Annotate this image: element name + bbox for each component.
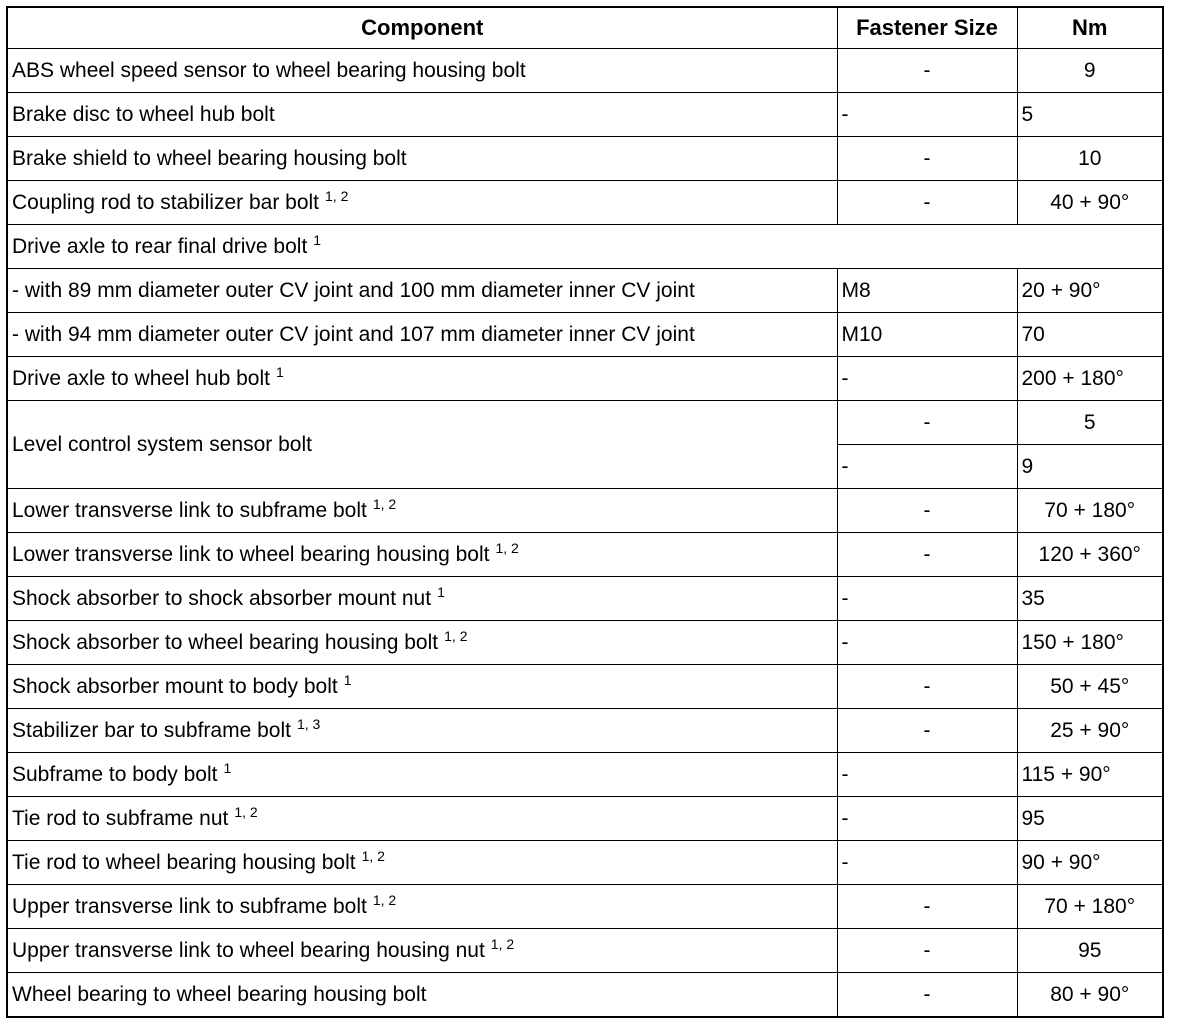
fastener-cell: -	[837, 401, 1017, 445]
footnote-ref: 1, 2	[490, 935, 515, 952]
footnote-ref: 1	[437, 583, 445, 600]
nm-cell: 95	[1017, 929, 1163, 973]
nm-cell: 5	[1017, 93, 1163, 137]
component-text: Drive axle to wheel hub bolt	[12, 366, 270, 390]
component-text: Brake shield to wheel bearing housing bolt	[12, 146, 407, 170]
nm-cell: 90 + 90°	[1017, 841, 1163, 885]
table-row	[7, 137, 1163, 181]
fastener-cell: -	[837, 445, 1017, 489]
component-cell	[7, 401, 837, 489]
nm-cell: 9	[1017, 49, 1163, 93]
nm-cell: 40 + 90°	[1017, 181, 1163, 225]
footnote-ref: 1	[313, 231, 322, 248]
component-text: Wheel bearing to wheel bearing housing bolt	[12, 982, 427, 1006]
table-row	[7, 797, 1163, 841]
group-heading-cell	[7, 225, 1163, 269]
footnote-ref: 1, 2	[325, 187, 349, 204]
fastener-cell: -	[837, 885, 1017, 929]
table-row	[7, 49, 1163, 93]
table-row	[7, 533, 1163, 577]
footnote-ref: 1	[343, 671, 352, 688]
component-cell	[7, 93, 837, 137]
nm-cell: 200 + 180°	[1017, 357, 1163, 401]
component-text: Coupling rod to stabilizer bar bolt	[12, 190, 320, 214]
fastener-cell: -	[837, 357, 1017, 401]
component-cell	[7, 885, 837, 929]
footnote-ref: 1	[275, 363, 284, 380]
component-text: Lower transverse link to subframe bolt	[12, 498, 367, 522]
fastener-cell: M8	[837, 269, 1017, 313]
component-cell	[7, 489, 837, 533]
fastener-cell: -	[837, 577, 1017, 621]
component-cell	[7, 181, 837, 225]
nm-cell: 70	[1017, 313, 1163, 357]
fastener-cell: -	[837, 93, 1017, 137]
fastener-cell: -	[837, 841, 1017, 885]
table-row	[7, 489, 1163, 533]
component-cell	[7, 357, 837, 401]
component-text: Shock absorber to wheel bearing housing bolt	[12, 630, 439, 654]
component-cell	[7, 797, 837, 841]
fastener-cell: -	[837, 797, 1017, 841]
fastener-cell: -	[837, 709, 1017, 753]
header-fastener-size: Fastener Size	[837, 7, 1017, 49]
component-cell	[7, 49, 837, 93]
component-text: Upper transverse link to wheel bearing housing nut	[12, 938, 485, 962]
torque-spec-table	[6, 6, 1164, 1018]
table-row	[7, 357, 1163, 401]
footnote-ref: 1, 2	[495, 539, 519, 556]
component-text: Level control system sensor bolt	[12, 432, 312, 456]
header-nm: Nm	[1017, 7, 1163, 49]
fastener-cell: -	[837, 929, 1017, 973]
header-component: Component	[7, 7, 837, 49]
component-cell	[7, 577, 837, 621]
table-row	[7, 313, 1163, 357]
table-row	[7, 269, 1163, 313]
nm-cell: 25 + 90°	[1017, 709, 1163, 753]
component-text: Drive axle to rear final drive bolt	[12, 234, 308, 258]
component-text: Shock absorber to shock absorber mount nut	[12, 586, 432, 610]
fastener-cell: -	[837, 533, 1017, 577]
nm-cell: 115 + 90°	[1017, 753, 1163, 797]
table-row	[7, 621, 1163, 665]
fastener-cell: -	[837, 49, 1017, 93]
table-row	[7, 929, 1163, 973]
component-cell	[7, 533, 837, 577]
nm-cell: 120 + 360°	[1017, 533, 1163, 577]
table-row	[7, 841, 1163, 885]
table-row	[7, 753, 1163, 797]
nm-cell: 95	[1017, 797, 1163, 841]
component-cell	[7, 137, 837, 181]
component-cell	[7, 709, 837, 753]
nm-cell: 10	[1017, 137, 1163, 181]
component-text: Subframe to body bolt	[12, 762, 218, 786]
component-cell	[7, 973, 837, 1018]
fastener-cell: -	[837, 973, 1017, 1018]
component-cell	[7, 665, 837, 709]
table-row	[7, 665, 1163, 709]
table-row	[7, 93, 1163, 137]
component-text: Stabilizer bar to subframe bolt	[12, 718, 291, 742]
table-row	[7, 885, 1163, 929]
header-row	[7, 7, 1163, 49]
fastener-cell: -	[837, 753, 1017, 797]
nm-cell: 80 + 90°	[1017, 973, 1163, 1018]
component-cell	[7, 753, 837, 797]
component-text: Tie rod to wheel bearing housing bolt	[12, 850, 356, 874]
component-cell	[7, 841, 837, 885]
component-text: Lower transverse link to wheel bearing housing bolt	[12, 542, 490, 566]
nm-cell: 5	[1017, 401, 1163, 445]
table-row	[7, 225, 1163, 269]
component-text: Shock absorber mount to body bolt	[12, 674, 338, 698]
nm-cell: 70 + 180°	[1017, 885, 1163, 929]
component-text: Brake disc to wheel hub bolt	[12, 102, 275, 126]
component-cell	[7, 313, 837, 357]
table-row	[7, 401, 1163, 445]
footnote-ref: 1, 2	[372, 495, 397, 512]
footnote-ref: 1, 2	[444, 627, 468, 644]
component-text: ABS wheel speed sensor to wheel bearing housing bolt	[12, 58, 526, 82]
nm-cell: 70 + 180°	[1017, 489, 1163, 533]
table-row	[7, 709, 1163, 753]
table-row	[7, 973, 1163, 1018]
nm-cell: 20 + 90°	[1017, 269, 1163, 313]
footnote-ref: 1, 2	[361, 847, 385, 864]
fastener-cell: -	[837, 181, 1017, 225]
component-cell	[7, 621, 837, 665]
nm-cell: 50 + 45°	[1017, 665, 1163, 709]
component-text: Tie rod to subframe nut	[12, 806, 229, 830]
fastener-cell: -	[837, 621, 1017, 665]
fastener-cell: -	[837, 137, 1017, 181]
nm-cell: 150 + 180°	[1017, 621, 1163, 665]
component-cell	[7, 929, 837, 973]
footnote-ref: 1, 2	[234, 803, 258, 820]
footnote-ref: 1, 3	[296, 715, 321, 732]
table-row	[7, 181, 1163, 225]
component-text: - with 94 mm diameter outer CV joint and 107 mm diameter inner CV joint	[12, 322, 695, 346]
table-row	[7, 577, 1163, 621]
footnote-ref: 1	[223, 759, 232, 776]
nm-cell: 9	[1017, 445, 1163, 489]
footnote-ref: 1, 2	[372, 891, 397, 908]
component-text: - with 89 mm diameter outer CV joint and 100 mm diameter inner CV joint	[12, 278, 695, 302]
fastener-cell: -	[837, 489, 1017, 533]
fastener-cell: -	[837, 665, 1017, 709]
component-cell	[7, 269, 837, 313]
fastener-cell: M10	[837, 313, 1017, 357]
nm-cell: 35	[1017, 577, 1163, 621]
component-text: Upper transverse link to subframe bolt	[12, 894, 367, 918]
